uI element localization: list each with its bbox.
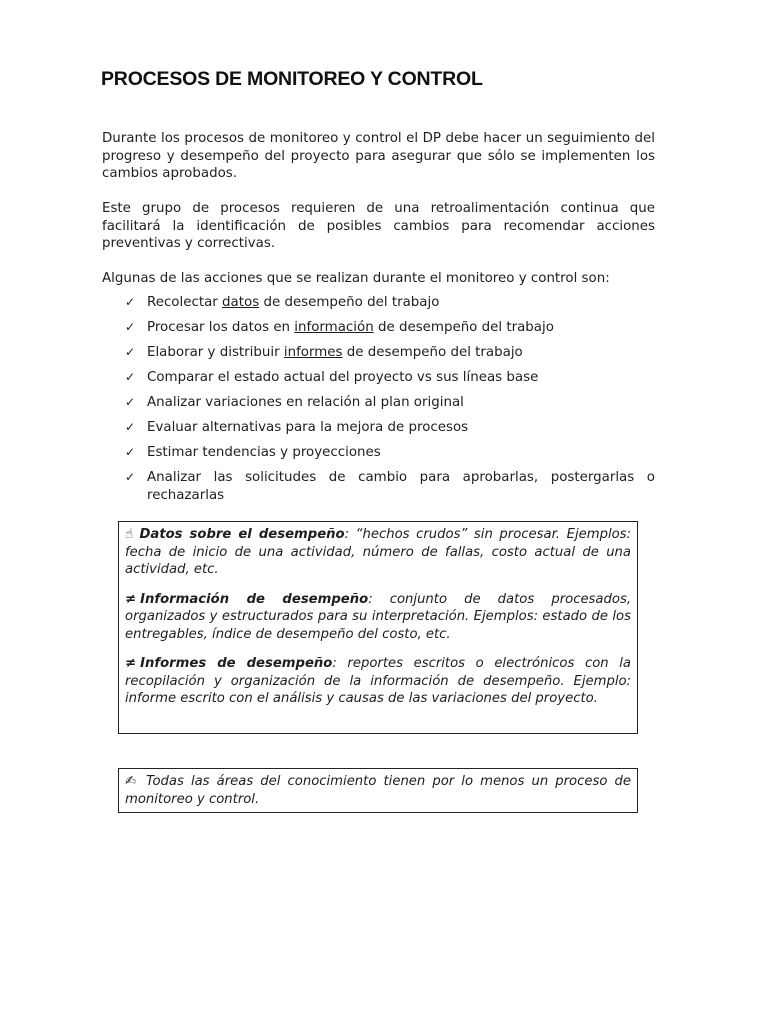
check-icon: ✓ <box>125 295 136 309</box>
intro-paragraph: Durante los procesos de monitoreo y control el DP debe hacer un seguimiento del progreso y desempeño del proyecto para asegurar que sólo se implementen los cambios aprobados. <box>102 131 655 181</box>
definition-item <box>125 655 631 708</box>
actions-intro-paragraph: Algunas de las acciones que se realizan durante el monitoreo y control son: <box>102 271 610 286</box>
item-text-tail: de desempeño del trabajo <box>259 295 440 310</box>
list-item <box>125 394 655 412</box>
definition-text: : “hechos crudos” sin procesar. Ejemplos: fecha de inicio de una actividad, número de fallas, costo actual de una actividad, etc. <box>125 527 631 577</box>
note-box <box>118 768 638 813</box>
check-icon: ✓ <box>125 445 136 459</box>
feedback-paragraph: Este grupo de procesos requieren de una retroalimentación continua que facilitará la identificación de posibles cambios para recomendar acciones preventivas y correctivas. <box>102 201 655 251</box>
check-icon: ✓ <box>125 320 136 334</box>
definition-term: Informes de desempeño <box>140 656 333 671</box>
definition-item <box>125 591 631 644</box>
actions-list <box>125 294 655 512</box>
check-icon: ✓ <box>125 345 136 359</box>
not-equal-icon: ≠ <box>125 591 137 607</box>
check-icon: ✓ <box>125 370 136 384</box>
definition-text: : reportes escritos o electrónicos con la recopilación y organización de la información de desempeño. Ejemplo: informe escrito con el análisis y causas de las variaciones del proyecto. <box>125 656 631 706</box>
definition-term: Información de desempeño <box>140 591 369 607</box>
item-text: Recolectar <box>147 295 223 310</box>
note-body: Todas las áreas del conocimiento tienen por lo menos un proceso de monitoreo y control. <box>125 774 631 807</box>
item-text-tail: de desempeño del trabajo <box>373 320 554 335</box>
check-icon: ✓ <box>125 470 136 484</box>
pointing-hand-icon: ☝ <box>125 527 136 542</box>
list-item <box>125 319 655 337</box>
item-text-tail: de desempeño del trabajo <box>342 345 523 360</box>
definition-item <box>125 526 631 579</box>
not-equal-icon: ≠ <box>125 656 137 671</box>
writing-hand-icon: ✍ <box>125 774 139 789</box>
list-item <box>125 294 655 312</box>
check-icon: ✓ <box>125 395 136 409</box>
check-icon: ✓ <box>125 420 136 434</box>
definitions-box <box>118 521 638 734</box>
list-item <box>125 369 655 387</box>
list-item <box>125 469 655 504</box>
item-text: Comparar el estado actual del proyecto vs sus líneas base <box>147 370 539 385</box>
item-text: Evaluar alternativas para la mejora de procesos <box>147 420 469 435</box>
item-text: Analizar las solicitudes de cambio para aprobarlas, postergarlas o rechazarlas <box>147 470 655 503</box>
item-text: Procesar los datos en <box>147 320 295 335</box>
item-text: Elaborar y distribuir <box>147 345 284 360</box>
definition-term: Datos sobre el desempeño <box>139 527 345 542</box>
item-underlined: informes <box>283 345 343 360</box>
list-item <box>125 419 655 437</box>
definition-text: : conjunto de datos procesados, organizados y estructurados para su interpretación. Ejemplos: estado de los entregables, índice de desempeño del costo, etc. <box>125 591 632 642</box>
item-text: Estimar tendencias y proyecciones <box>147 445 381 460</box>
item-underlined: información <box>294 320 374 335</box>
note-text <box>125 773 631 808</box>
item-text: Analizar variaciones en relación al plan original <box>147 395 464 410</box>
list-item <box>125 444 655 462</box>
list-item <box>125 344 655 362</box>
item-underlined: datos <box>222 295 260 310</box>
page-title: PROCESOS DE MONITOREO Y CONTROL <box>101 68 483 90</box>
